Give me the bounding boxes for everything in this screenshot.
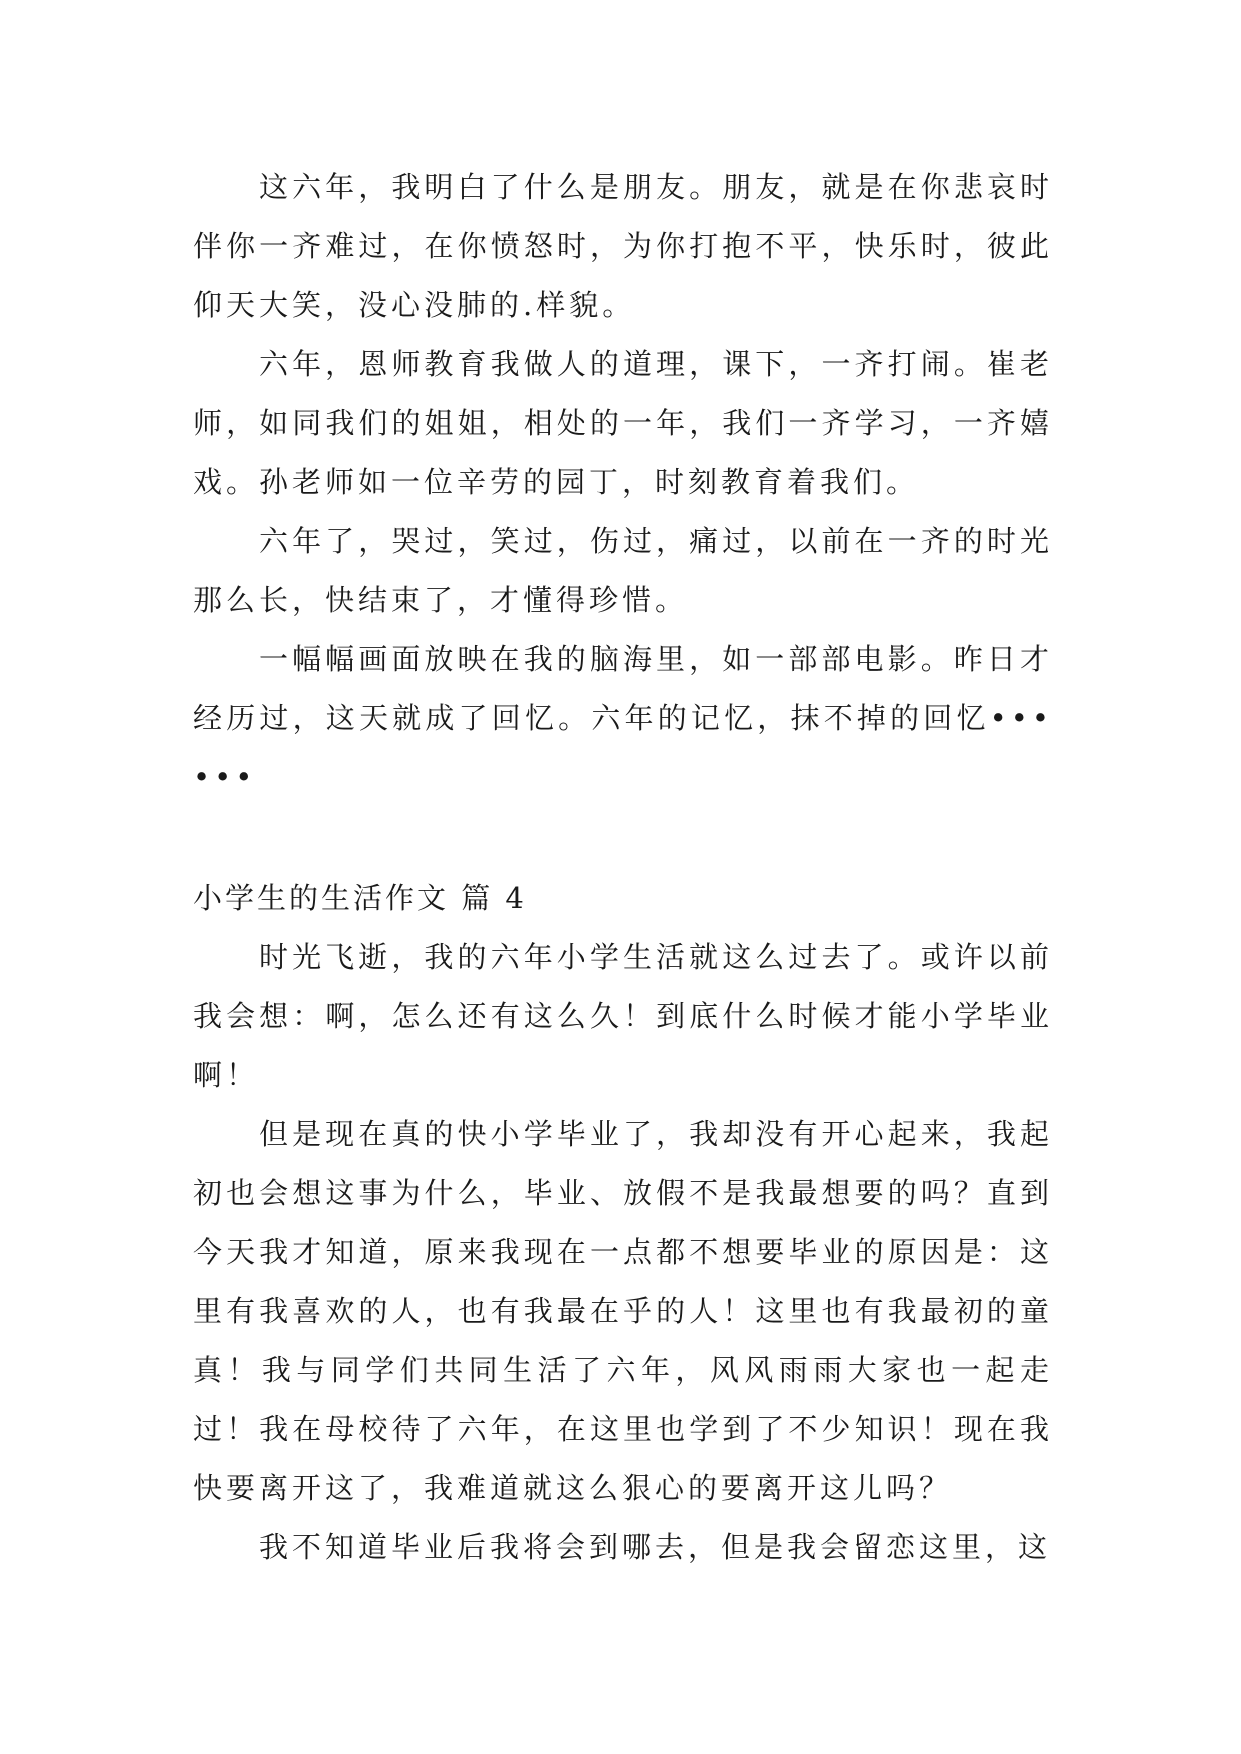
paragraph-teachers: 六年，恩师教育我做人的道理，课下，一齐打闹。崔老师，如同我们的姐姐，相处的一年，我们一齐学习，一齐嬉戏。孙老师如一位辛劳的园丁，时刻教育着我们。 (193, 347, 1053, 499)
paragraph-memories: 一幅幅画面放映在我的脑海里，如一部部电影。昨日才经历过，这天就成了回忆。六年的记忆，抹不掉的回忆•••••• (193, 642, 1053, 794)
section-heading: 小学生的生活作文 篇 4 (193, 881, 527, 915)
paragraph-cherish: 六年了，哭过，笑过，伤过，痛过，以前在一齐的时光那么长，快结束了，才懂得珍惜。 (193, 524, 1053, 617)
paragraph-graduation: 但是现在真的快小学毕业了，我却没有开心起来，我起初也会想这事为什么，毕业、放假不是我最想要的吗？直到今天我才知道，原来我现在一点都不想要毕业的原因是：这里有我喜欢的人，也有我最在乎的人！这里也有我最初的童真！我与同学们共同生活了六年，风风雨雨大家也一起走过！我在母校待了六年，在这里也学到了不少知识！现在我快要离开这了，我难道就这么狠心的要离开这儿吗？ (193, 1117, 1053, 1505)
document-body (193, 158, 1053, 1577)
paragraph-time-flies: 时光飞逝，我的六年小学生活就这么过去了。或许以前我会想：啊，怎么还有这么久！到底什么时候才能小学毕业啊！ (193, 940, 1053, 1092)
paragraph-future: 我不知道毕业后我将会到哪去，但是我会留恋这里，这 (259, 1530, 1052, 1564)
paragraph-friends: 这六年，我明白了什么是朋友。朋友，就是在你悲哀时伴你一齐难过，在你愤怒时，为你打抱不平，快乐时，彼此仰天大笑，没心没肺的.样貌。 (193, 170, 1053, 322)
